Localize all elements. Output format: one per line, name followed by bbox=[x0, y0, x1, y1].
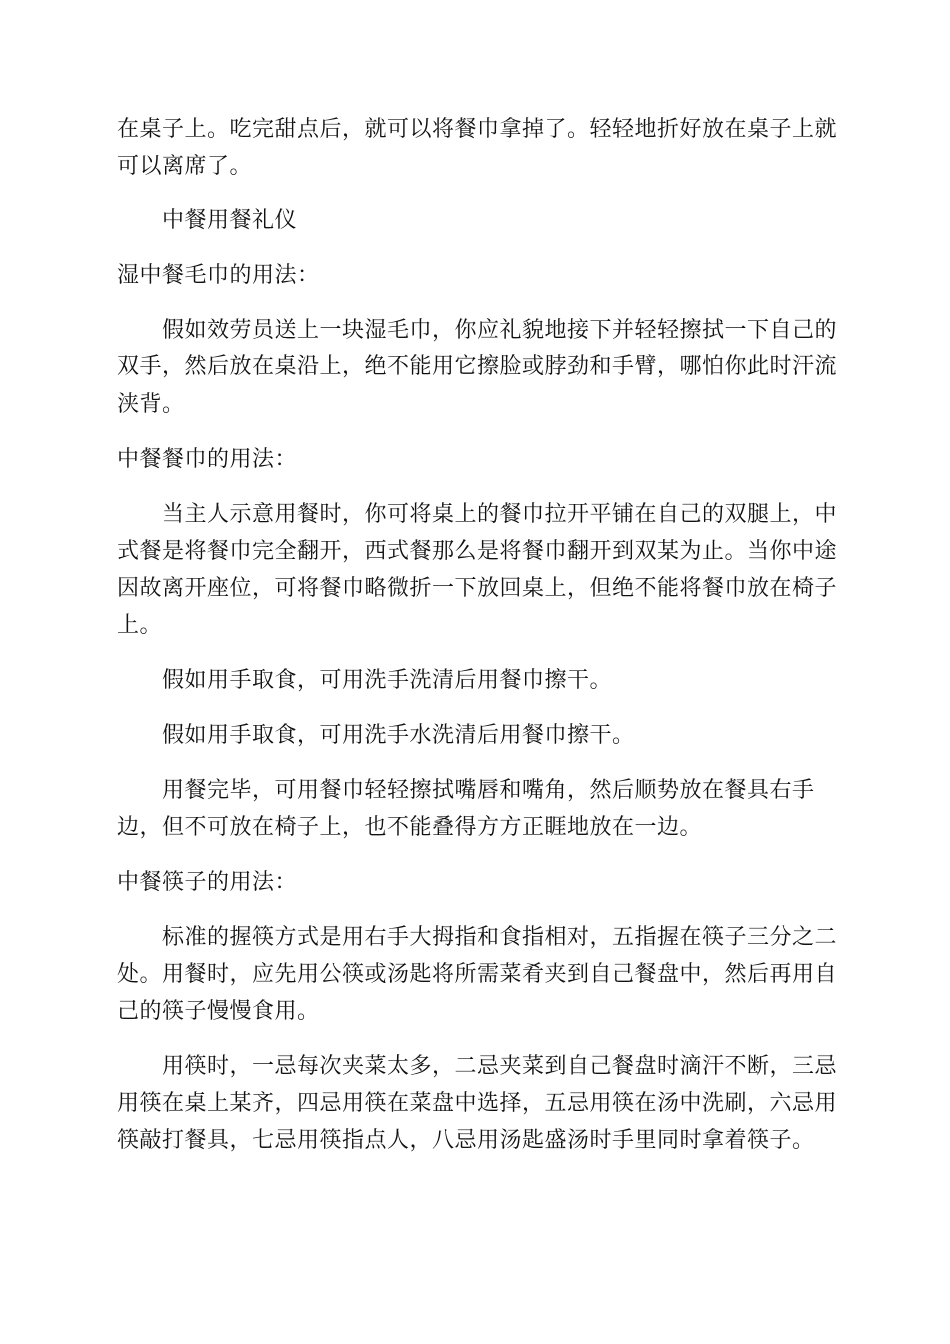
paragraph-line: 边，但不可放在椅子上，也不能叠得方方正睚地放在一边。 bbox=[117, 815, 703, 840]
paragraph-line: 假如效劳员送上一块湿毛巾，你应礼貌地接下并轻轻擦拭一下自己的 bbox=[162, 318, 838, 343]
paragraph-line: 双手，然后放在桌沿上，绝不能用它擦脸或脖劲和手臂，哪怕你此时汗流 bbox=[117, 354, 838, 379]
paragraph-line: 当主人示意用餐时，你可将桌上的餐巾拉开平铺在自己的双腿上，中 bbox=[162, 502, 838, 527]
paragraph-line: 在桌子上。吃完甜点后，就可以将餐巾拿掉了。轻轻地折好放在桌子上就 bbox=[117, 117, 838, 142]
paragraph-line: 式餐是将餐巾完全翻开，西式餐那么是将餐巾翻开到双某为止。当你中途 bbox=[117, 539, 838, 564]
paragraph-line: 筷敲打餐具，七忌用筷指点人，八忌用汤匙盛汤时手里同时拿着筷子。 bbox=[117, 1128, 815, 1153]
paragraph-line: 用餐完毕，可用餐巾轻轻擦拭嘴唇和嘴角，然后顺势放在餐具右手 bbox=[162, 778, 815, 803]
paragraph-line: 可以离席了。 bbox=[117, 154, 253, 179]
paragraph-line: 上。 bbox=[117, 613, 163, 638]
paragraph-line: 因故离开座位，可将餐巾略微折一下放回桌上，但绝不能将餐巾放在椅子 bbox=[117, 576, 838, 601]
paragraph-line: 己的筷子慢慢食用。 bbox=[117, 999, 320, 1024]
subheading-wet-towel: 湿中餐毛巾的用法： bbox=[117, 263, 320, 288]
paragraph-line: 假如用手取食，可用洗手水洗清后用餐巾擦干。 bbox=[162, 723, 635, 748]
subheading-napkin: 中餐餐巾的用法： bbox=[117, 447, 298, 472]
paragraph-line: 标准的握筷方式是用右手大拇指和食指相对，五指握在筷子三分之二 bbox=[162, 925, 838, 950]
paragraph-line: 假如用手取食，可用洗手洗清后用餐巾擦干。 bbox=[162, 668, 613, 693]
paragraph-line: 浃背。 bbox=[117, 392, 185, 417]
paragraph-line: 用筷在桌上某齐，四忌用筷在菜盘中选择，五忌用筷在汤中洗刷，六忌用 bbox=[117, 1091, 838, 1116]
section-heading: 中餐用餐礼仪 bbox=[162, 208, 298, 233]
paragraph-line: 用筷时，一忌每次夹菜太多，二忌夹菜到自己餐盘时滴汗不断，三忌 bbox=[162, 1054, 838, 1079]
paragraph-line: 处。用餐时，应先用公筷或汤匙将所需菜肴夹到自己餐盘中，然后再用自 bbox=[117, 962, 838, 987]
subheading-chopsticks: 中餐筷子的用法： bbox=[117, 870, 298, 895]
